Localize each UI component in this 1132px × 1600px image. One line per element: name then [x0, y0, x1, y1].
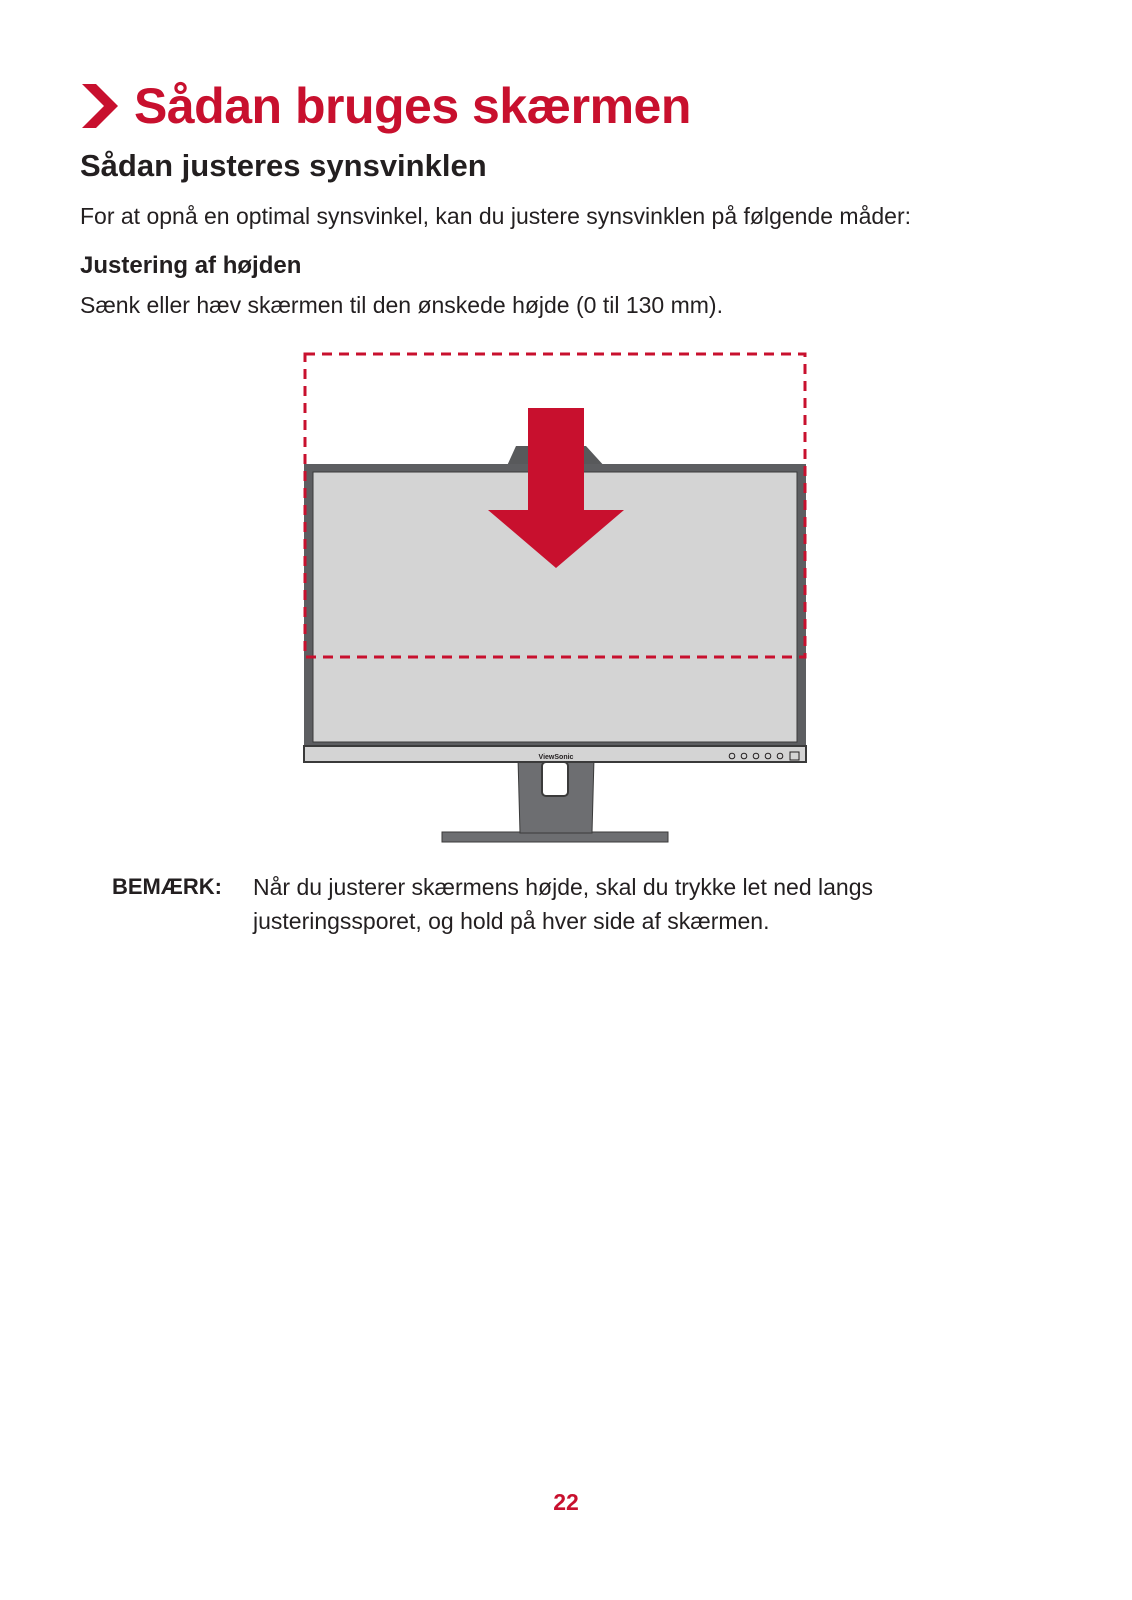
page-title: Sådan bruges skærmen [134, 78, 691, 134]
note-text: Når du justerer skærmens højde, skal du trykke let ned langs justeringssporet, og hold på hver side af skærmen. [253, 874, 873, 934]
section-heading: Sådan justeres synsvinklen [80, 148, 487, 183]
brand-label: ViewSonic [538, 754, 574, 761]
subsection-heading: Justering af højden [80, 252, 302, 279]
monitor-height-illustration [300, 350, 812, 846]
page-number: 22 [553, 1489, 579, 1515]
subsection-text: Sænk eller hæv skærmen til den ønskede højde (0 til 130 mm). [80, 292, 723, 318]
intro-paragraph: For at opnå en optimal synsvinkel, kan du justere synsvinklen på følgende måder: [80, 203, 911, 229]
chevron-right-icon [80, 82, 120, 130]
cable-slot [542, 762, 568, 796]
page-title-row [80, 74, 691, 138]
note-label: BEMÆRK: [112, 874, 222, 899]
